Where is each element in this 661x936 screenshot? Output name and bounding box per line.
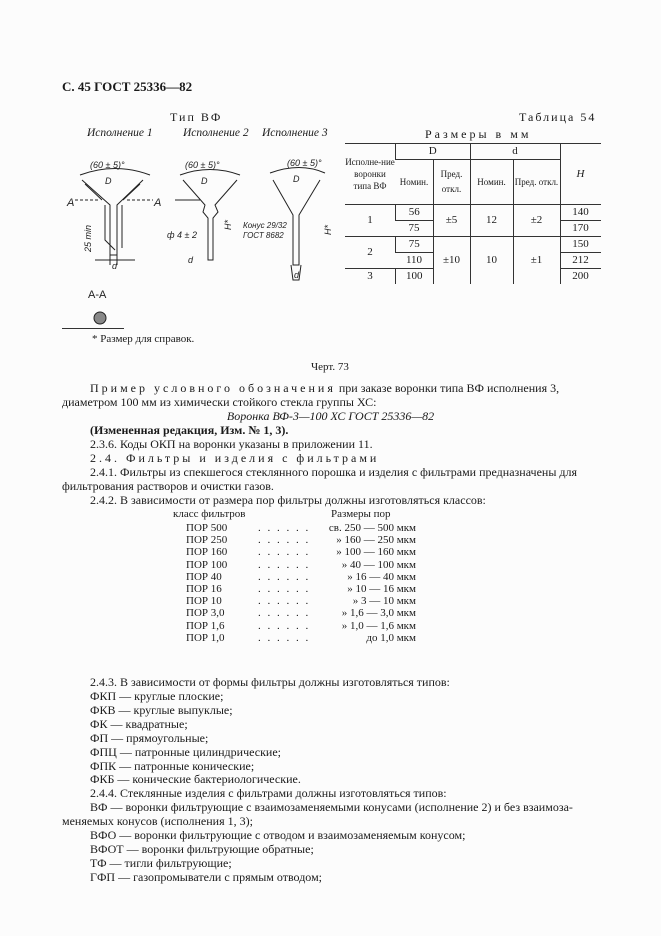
para-2-4-3: 2.4.3. В зависимости от формы фильтры должны изготовляться типов:: [90, 675, 450, 689]
filter-class-name: ПОР 10: [186, 595, 222, 608]
filter-class-name: ПОР 16: [186, 583, 222, 595]
section-2-4-heading: 2.4. Фильтры и изделия с фильтрами: [90, 451, 380, 465]
cell-d: 10: [470, 237, 513, 285]
footnote: * Размер для справок.: [92, 333, 195, 345]
dia-label-1: D: [105, 176, 112, 186]
example-designation: Воронка ВФ-3—100 ХС ГОСТ 25336—82: [226, 409, 435, 423]
section-mark-left: А: [67, 197, 75, 209]
filter-class-dots: . . . . . .: [258, 546, 311, 559]
para-2-3-6: 2.3.6. Коды ОКП на воронки указаны в приложении 11.: [90, 437, 373, 451]
col-variant-header: Исполне-ние воронки типа ВФ: [345, 144, 396, 205]
col-d-tol-header: Пред. откл.: [513, 160, 560, 205]
filter-class-size: до 1,0 мкм: [366, 631, 416, 644]
filter-class-dots: . . . . . .: [258, 631, 311, 644]
variant-3-label: Исполнение 3: [262, 127, 328, 139]
filter-class-dots: . . . . . .: [258, 522, 311, 534]
filter-class-dots: . . . . . .: [258, 583, 311, 595]
filter-class-dots: . . . . . .: [258, 607, 311, 620]
col-D-tol-header: Пред. откл.: [433, 160, 470, 205]
filter-type-item: ФК — квадратные;: [90, 716, 188, 731]
cell-D: 110: [396, 253, 434, 269]
height-label-3: H*: [323, 224, 333, 235]
angle-label-1: (60 ± 5)°: [90, 160, 125, 170]
filter-class-dots: . . . . . .: [258, 619, 311, 632]
section-mark-right: А: [154, 197, 162, 209]
col-d-nom-header: Номин.: [470, 160, 513, 205]
classes-header-col2: Размеры пор: [331, 508, 391, 520]
para-2-4-4-vf-line1: ВФ — воронки фильтрующие с взаимозаменяемыми конусами (исполнение 2) и без взаимоза-: [90, 800, 573, 814]
product-type-item: ТФ — тигли фильтрующие;: [90, 855, 232, 870]
figure-caption: Черт. 73: [311, 361, 349, 373]
filter-class-size: » 40 — 100 мкм: [341, 558, 416, 571]
filter-class-size: » 1,0 — 1,6 мкм: [341, 619, 416, 632]
page-header: С. 45 ГОСТ 25336—82: [62, 79, 193, 94]
height-label-1: 25 min: [83, 224, 93, 252]
filter-class-name: ПОР 160: [186, 546, 228, 559]
product-type-item: ГФП — газопромыватели с прямым отводом;: [90, 869, 323, 884]
classes-header-col1: класс фильтров: [173, 508, 246, 520]
revision-note: (Измененная редакция, Изм. № 1, 3).: [90, 423, 289, 437]
filter-type-item: ФКП — круглые плоские;: [90, 689, 224, 703]
filter-class-size: » 100 — 160 мкм: [336, 546, 416, 559]
cell-D: 56: [396, 205, 434, 221]
cell-d-tol: ±1: [513, 237, 560, 285]
filter-type-item: ФПК — патронные конические;: [90, 758, 255, 773]
table-row: [345, 237, 601, 253]
footnote-divider: [62, 328, 124, 329]
table-row: [345, 205, 601, 221]
cell-D: 100: [396, 269, 434, 285]
filter-class-size: » 16 — 40 мкм: [347, 570, 416, 583]
product-type-item: ВФОТ — воронки фильтрующие обратные;: [90, 841, 314, 856]
filter-type-item: ФКВ — круглые выпуклые;: [90, 702, 233, 717]
dia-label-2: D: [201, 176, 208, 186]
col-D-header: D: [396, 144, 471, 160]
filter-class-size: » 1,6 — 3,0 мкм: [341, 607, 416, 620]
dimensions-table: [345, 143, 601, 284]
cell-variant: 2: [345, 237, 396, 269]
para-2-4-1-line1: 2.4.1. Фильтры из спекшегося стеклянного порошка и изделия с фильтрами предназначены для: [90, 465, 577, 479]
cell-D: 75: [396, 221, 434, 237]
example-text: при заказе воронки типа ВФ исполнения 3,: [335, 381, 560, 395]
dia-label-3: D: [293, 174, 300, 184]
cell-D-tol: ±5: [433, 205, 470, 237]
cell-H: 200: [560, 269, 601, 285]
cell-H: 150: [560, 237, 601, 253]
col-H-header: H: [560, 144, 601, 205]
filter-type-item: ФКБ — конические бактериологические.: [90, 772, 301, 787]
para-2-4-1-line2: фильтрования растворов и очистки газов.: [62, 479, 274, 493]
filter-class-dots: . . . . . .: [258, 570, 311, 583]
angle-label-2: (60 ± 5)°: [185, 160, 220, 170]
cell-d-tol: ±2: [513, 205, 560, 237]
angle-label-3: (60 ± 5)°: [287, 158, 322, 168]
filter-class-name: ПОР 500: [186, 522, 228, 534]
filter-class-size: » 3 — 10 мкм: [352, 595, 416, 608]
example-line-1: [90, 381, 559, 396]
stem-dia-label-2: d: [188, 255, 194, 265]
filter-class-name: ПОР 3,0: [186, 607, 225, 620]
filter-class-name: ПОР 100: [186, 558, 228, 571]
filter-class-size: св. 250 — 500 мкм: [328, 522, 416, 534]
cell-D: 75: [396, 237, 434, 253]
example-line-2: диаметром 100 мм из химически стойкого стекла группы ХС:: [62, 395, 377, 409]
cone-label-b: ГОСТ 8682: [243, 231, 284, 240]
stem-dia-label-1: d: [112, 261, 118, 271]
cone-label-a: Конус 29/32: [243, 221, 287, 230]
filter-type-item: ФП — прямоугольные;: [90, 730, 209, 745]
filter-class-size: » 160 — 250 мкм: [336, 534, 416, 547]
filter-class-name: ПОР 1,0: [186, 631, 225, 644]
filter-class-dots: . . . . . .: [258, 558, 311, 571]
funnel-drawings: [55, 140, 340, 335]
filter-class-name: ПОР 40: [186, 570, 222, 583]
para-2-4-4: 2.4.4. Стеклянные изделия с фильтрами должны изготовляться типов:: [90, 786, 447, 800]
col-d-header: d: [470, 144, 560, 160]
variant-1-label: Исполнение 1: [87, 127, 153, 139]
cell-H: 212: [560, 253, 601, 269]
filter-class-name: ПОР 1,6: [186, 619, 225, 632]
funnel-type-title: Тип ВФ: [170, 110, 223, 124]
filter-class-name: ПОР 250: [186, 534, 228, 547]
filter-type-item: ФПЦ — патронные цилиндрические;: [90, 744, 281, 759]
product-type-item: ВФО — воронки фильтрующие с отводом и взаимозаменяемым конусом;: [90, 828, 466, 842]
example-spaced: Пример условного обозначения: [90, 381, 336, 395]
height-label-2: H*: [223, 219, 233, 230]
filter-class-dots: . . . . . .: [258, 595, 311, 608]
filter-class-size: » 10 — 16 мкм: [347, 583, 416, 595]
para-2-4-2: 2.4.2. В зависимости от размера пор фильтры должны изготовляться классов:: [90, 493, 486, 507]
stem-dia-label-3: d: [294, 270, 300, 280]
cell-H: 170: [560, 221, 601, 237]
table-subtitle: Размеры в мм: [425, 127, 532, 141]
cell-variant: 1: [367, 214, 373, 226]
phi-label: ф 4 ± 2: [167, 230, 197, 240]
filter-class-dots: . . . . . .: [258, 534, 311, 547]
para-2-4-4-vf-line2: меняемых конусов (исполнения 1, 3);: [62, 814, 253, 828]
table-title: Таблица 54: [519, 110, 597, 124]
cell-D-tol: ±10: [433, 237, 470, 285]
cell-d: 12: [470, 205, 513, 237]
cell-variant: 3: [345, 269, 396, 285]
col-D-nom-header: Номин.: [396, 160, 434, 205]
section-view-label: А-А: [88, 289, 107, 301]
cell-H: 140: [560, 205, 601, 221]
variant-2-label: Исполнение 2: [183, 127, 249, 139]
